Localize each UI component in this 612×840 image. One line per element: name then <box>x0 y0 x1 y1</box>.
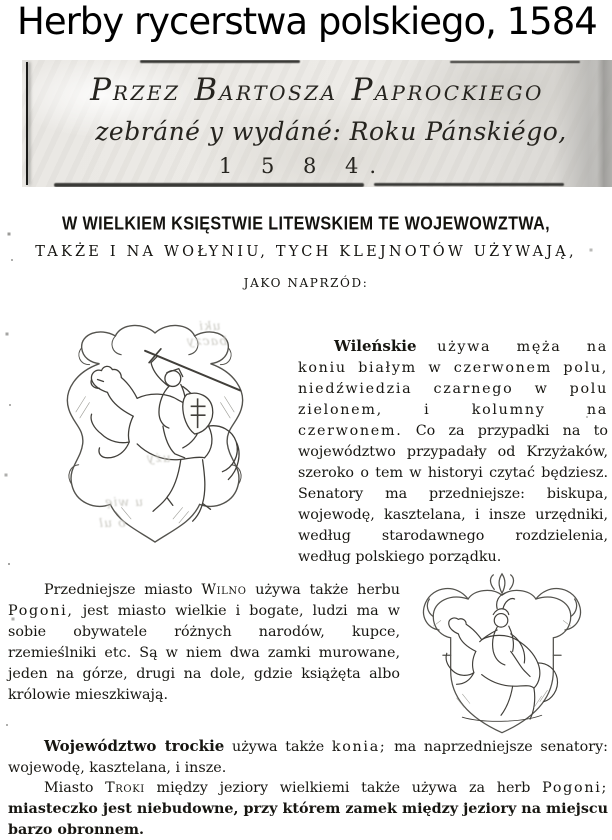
wilenskie-blazon: używa męża na koniu białym w czerwonem polu, niedźwiedzia czarnego w polu zielonem, i kolumny na czerwonem. <box>298 339 608 439</box>
troki-bold-tail: miasteczko jest niebudowne, przy którem zamek między jeziory na miejscu barzo obronnem. <box>8 801 608 838</box>
trockie-lead-words: Województwo trockie <box>44 737 225 755</box>
bleed-through-text: baczy <box>186 333 228 348</box>
page-title: Herby rycerstwa polskiego, 1584 <box>17 0 597 43</box>
scan-year-line: 1 5 8 4. <box>218 154 388 178</box>
initial-letter: P <box>90 72 113 108</box>
title-page-scan <box>22 60 612 187</box>
scan-dust-specks <box>0 0 2 2</box>
initial-letter: B <box>194 72 220 108</box>
pogon-vilnius-coat-of-arms <box>46 316 264 556</box>
section-heading-sub: TAKŻE I NA WOŁYNIU, TYCH KLEJNOTÓW UŻYWAJĄ, <box>35 244 577 260</box>
paragraph-wilenskie <box>298 336 608 568</box>
scan-smudge <box>54 183 364 187</box>
initial-letter: P <box>351 72 375 108</box>
section-heading-lead-in: JAKO NAPRZÓD: <box>243 276 369 290</box>
scan-imprint-line: zebráné y wydáné: Roku Pánskiégo, <box>95 117 567 146</box>
scan-smudge <box>450 61 580 63</box>
paragraph-wilno: Przedniejsze miasto Wilno używa także herbu Pogoni, jest miasto wielkie i bogate, ludzi ma w sobie obywatele różnych narodów, kupce, rzemieślniki etc. Są w niem dwa zamki murowane, jeden na górze, drugi na dole, gdzie książęta albo królowie mieszkiwają. <box>8 582 400 703</box>
bleed-through-text: o ul <box>98 515 126 530</box>
paragraph-wojewodztwo-trockie: Województwo trockie używa także konia; ma naprzedniejsze senatory: wojewodę, kasztelana, i insze. <box>8 737 608 776</box>
spaced-word-konia: konia; <box>331 739 387 755</box>
city-name-wilno: Wilno <box>201 582 247 598</box>
knight-on-horse-emblem-icon <box>46 316 264 556</box>
herb-name-pogon: Pogoni, <box>8 603 74 619</box>
herb-name-pogon: Pogoni; <box>542 780 609 796</box>
section-heading-main: W WIELKIEM KSIĘSTWIE LITEWSKIEM TE WOJEWOWZTWA, <box>62 213 550 234</box>
wilenskie-lead-word: Wileńskie <box>334 337 417 355</box>
pogon-troki-coat-of-arms <box>398 570 606 754</box>
bleed-through-text: uki <box>198 318 221 333</box>
wilenskie-rest: Co za przypadki na to województwo przypadały od Krzyżaków, szeroko o tem w historyi czytać będziesz. Senatory ma przedniejsze: biskupa, wojewodę, kasztelana, i insze urzędniki, według starodawnego rozdzielenia, według polskiego porządku. <box>298 423 609 565</box>
bleed-through-text: uży <box>146 450 171 465</box>
scan-smudge <box>140 60 300 63</box>
city-name-troki: Troki <box>105 780 145 796</box>
paragraph-miasto-troki: Miasto Troki między jeziory wielkiemi także używa za herb Pogoni; miasteczko jest niebudowne, przy którem zamek między jeziory na miejscu barzo obronnem. <box>8 780 609 838</box>
rider-on-horse-emblem-icon <box>398 570 606 754</box>
bleed-through-text: u wię <box>104 494 144 509</box>
scan-smudge <box>374 183 564 186</box>
scan-author-line: PRZEZ BARTOSZA PAPROCKIEGO <box>90 72 544 108</box>
